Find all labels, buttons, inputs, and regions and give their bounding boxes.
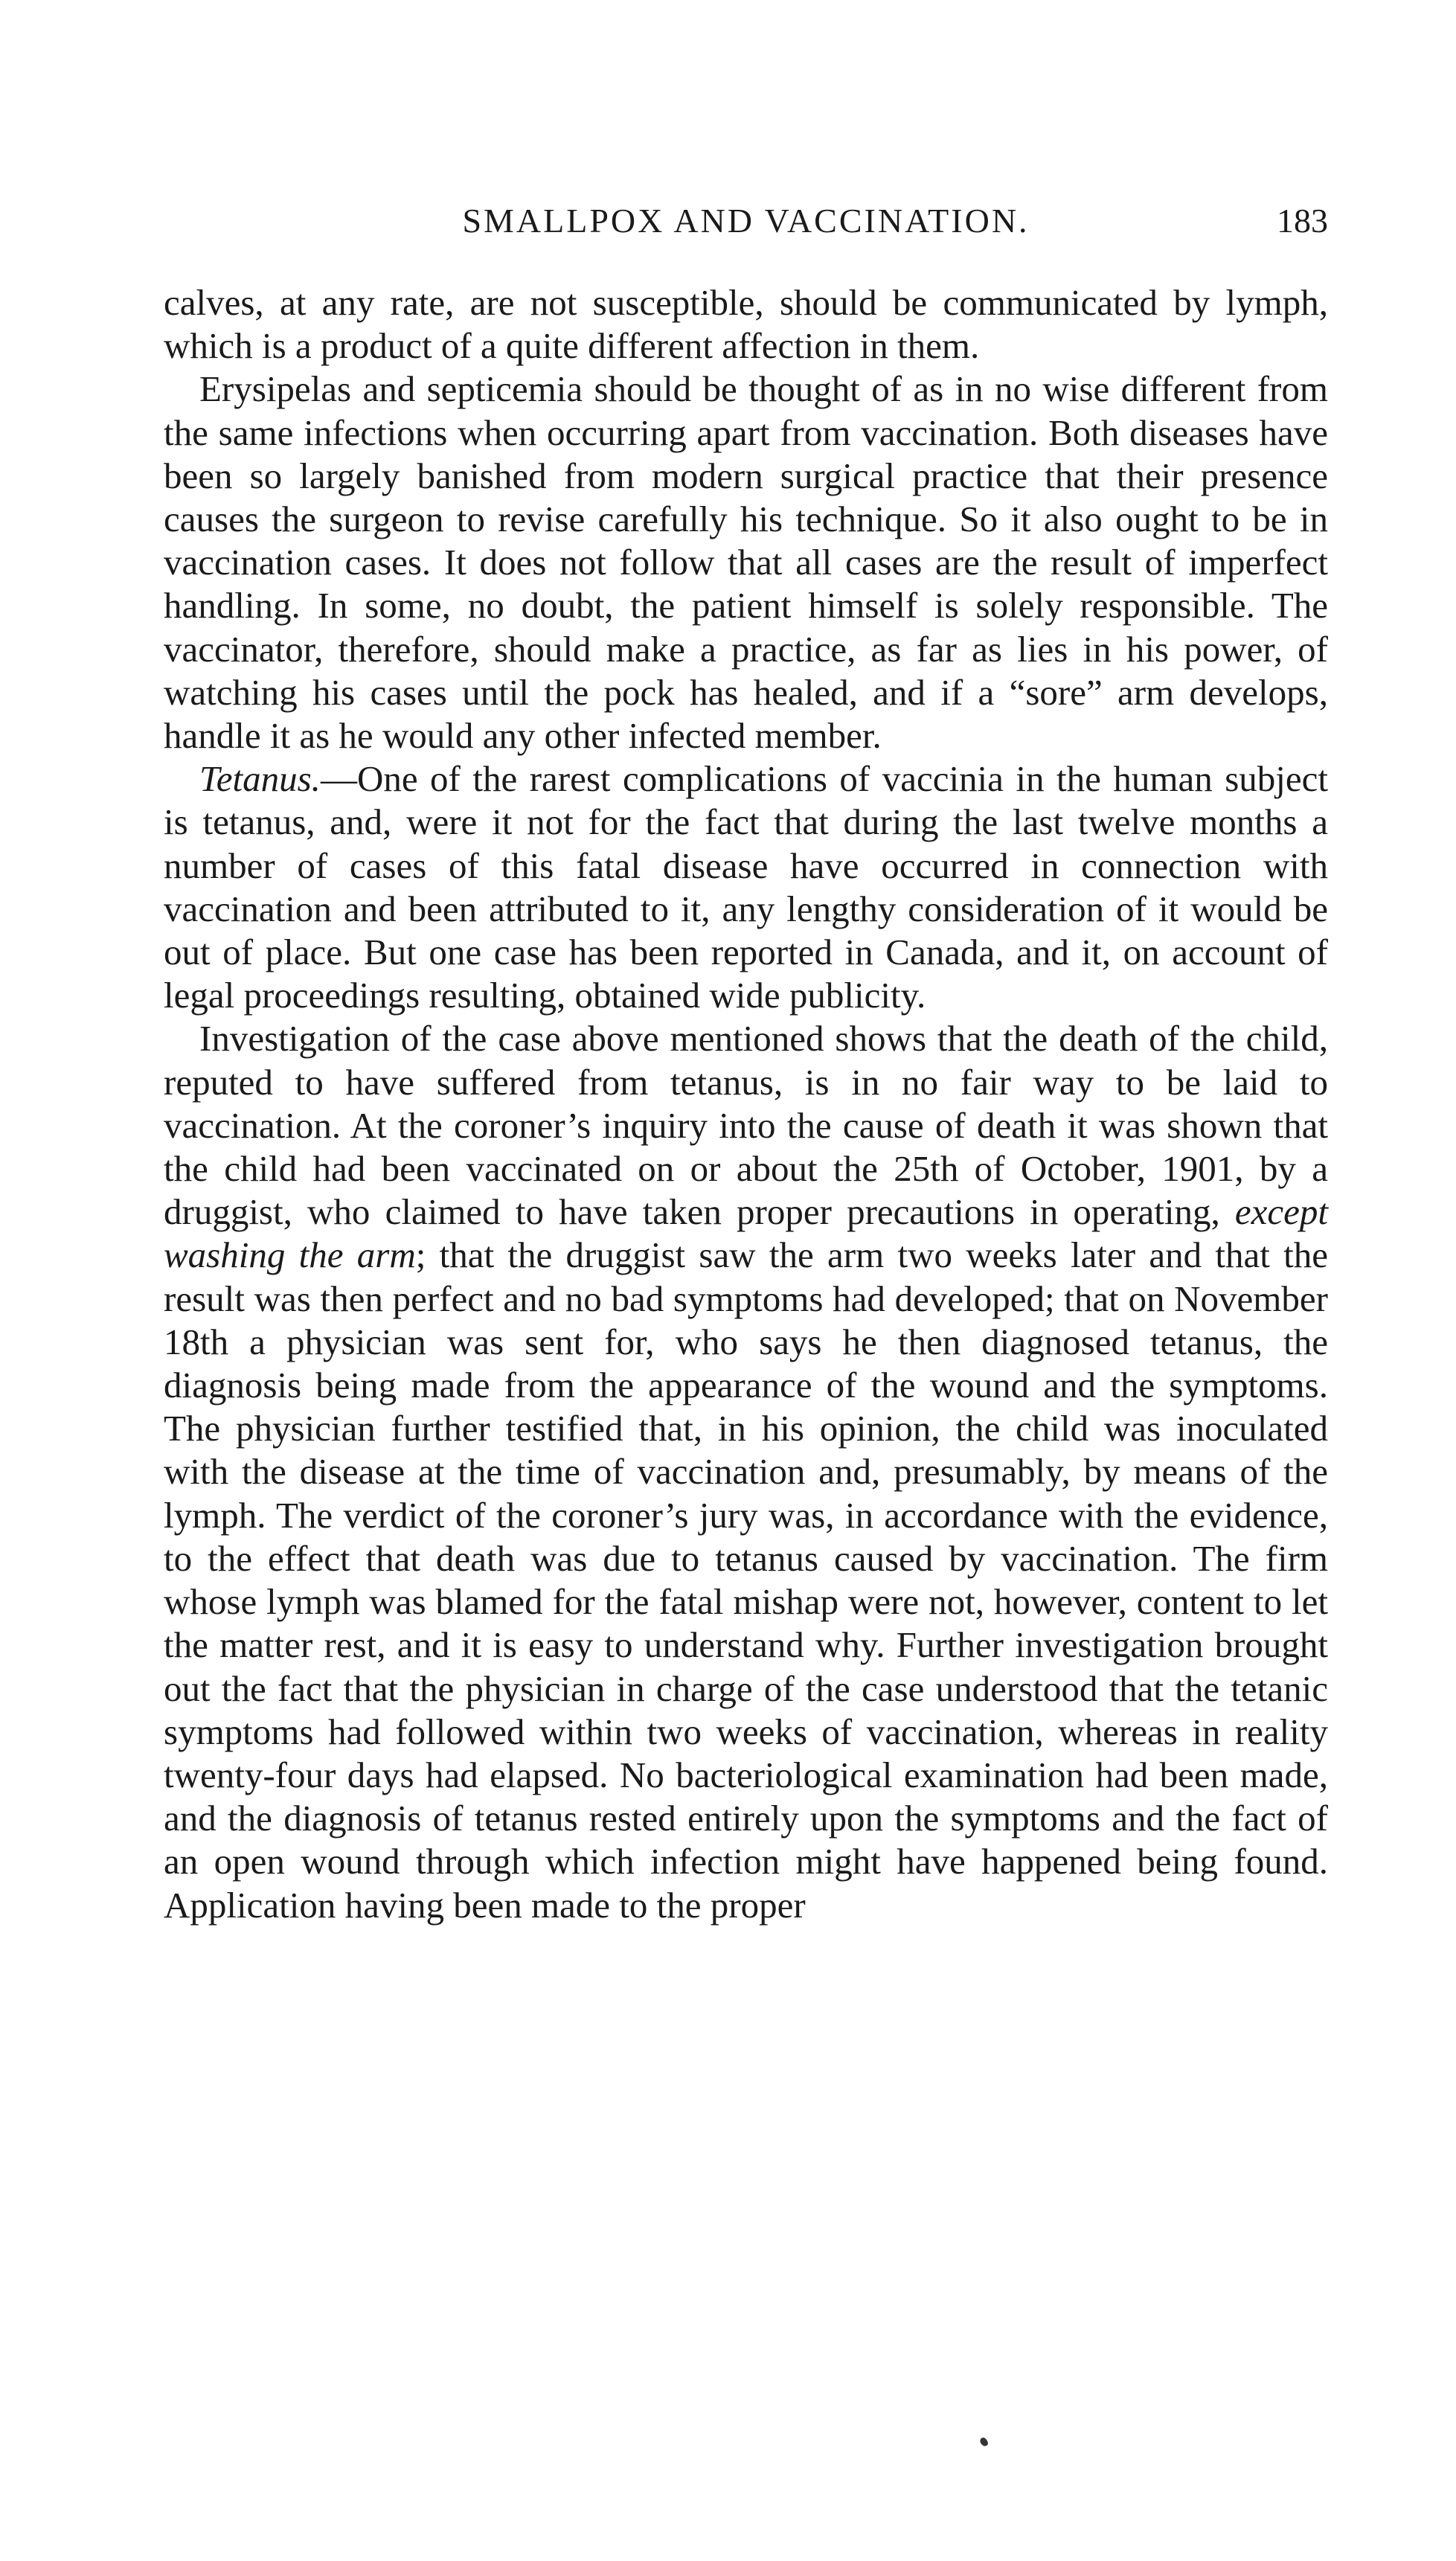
- paragraph-text-before: Investigation of the case above mentioned shows that the death of the child, reputed to have suffered from tetanus, is in no fair way to be laid to vaccination. At the coroner’s inquiry into the cause of death it was shown that the child had been vaccinated on or about the 25th of October, 1901, by a druggist, who claimed to have taken proper precautions in operating,: [164, 1018, 1328, 1233]
- emphasis-phrase: except washing the arm: [164, 1191, 1328, 1276]
- body-text: [164, 281, 1328, 1927]
- running-title: SMALLPOX AND VACCINATION.: [462, 202, 1030, 240]
- running-head: [164, 195, 1328, 247]
- paragraph-investigation: [164, 1017, 1328, 1926]
- paragraph-text: —One of the rarest complications of vaccinia in the human subject is tetanus, and, were it not for the fact that during the last twelve months a number of cases of this fatal disease have occurred in connection with vaccination and been attributed to it, any lengthy consideration of it would be out of place. But one case has been reported in Canada, and it, on account of legal proceedings resulting, obtained wide publicity.: [164, 758, 1328, 1016]
- paragraph-text-after: ; that the druggist saw the arm two weeks later and that the result was then perfect and no bad symptoms had developed; that on November 18th a physician was sent for, who says he then diagnosed tetanus, the diagnosis being made from the appearance of the wound and the symptoms. The physician further testified that, in his opinion, the child was inoculated with the disease at the time of vaccination and, presumably, by means of the lymph. The verdict of the coroner’s jury was, in accordance with the evidence, to the effect that death was due to tetanus caused by vaccination. The firm whose lymph was blamed for the fatal mishap were not, however, content to let the matter rest, and it is easy to understand why. Further investigation brought out the fact that the physician in charge of the case understood that the tetanic symptoms had followed within two weeks of vaccination, whereas in reality twenty-four days had elapsed. No bacteriological examination had been made, and the diagnosis of tetanus rested entirely upon the symptoms and the fact of an open wound through which infection might have happened being found. Application having been made to the proper: [164, 1234, 1328, 1926]
- paragraph-erysipelas: [164, 368, 1328, 757]
- paragraph-continuation: [164, 281, 1328, 368]
- paragraph-text: calves, at any rate, are not susceptible, should be communicated by lymph, which is a product of a quite different affection in them.: [164, 282, 1328, 367]
- ink-speck: [979, 2437, 990, 2448]
- paragraph-text: Erysipelas and septicemia should be thought of as in no wise different from the same infections when occurring apart from vaccination. Both diseases have been so largely banished from modern surgical practice that their presence causes the surgeon to revise carefully his technique. So it also ought to be in vaccination cases. It does not follow that all cases are the result of imperfect handling. In some, no doubt, the patient himself is solely responsible. The vaccinator, therefore, should make a practice, as far as lies in his power, of watching his cases until the pock has healed, and if a “sore” arm develops, handle it as he would any other infected member.: [164, 368, 1328, 757]
- paragraph-tetanus: [164, 757, 1328, 1017]
- page-number: 183: [1277, 202, 1328, 240]
- run-in-heading: Tetanus.: [199, 758, 321, 800]
